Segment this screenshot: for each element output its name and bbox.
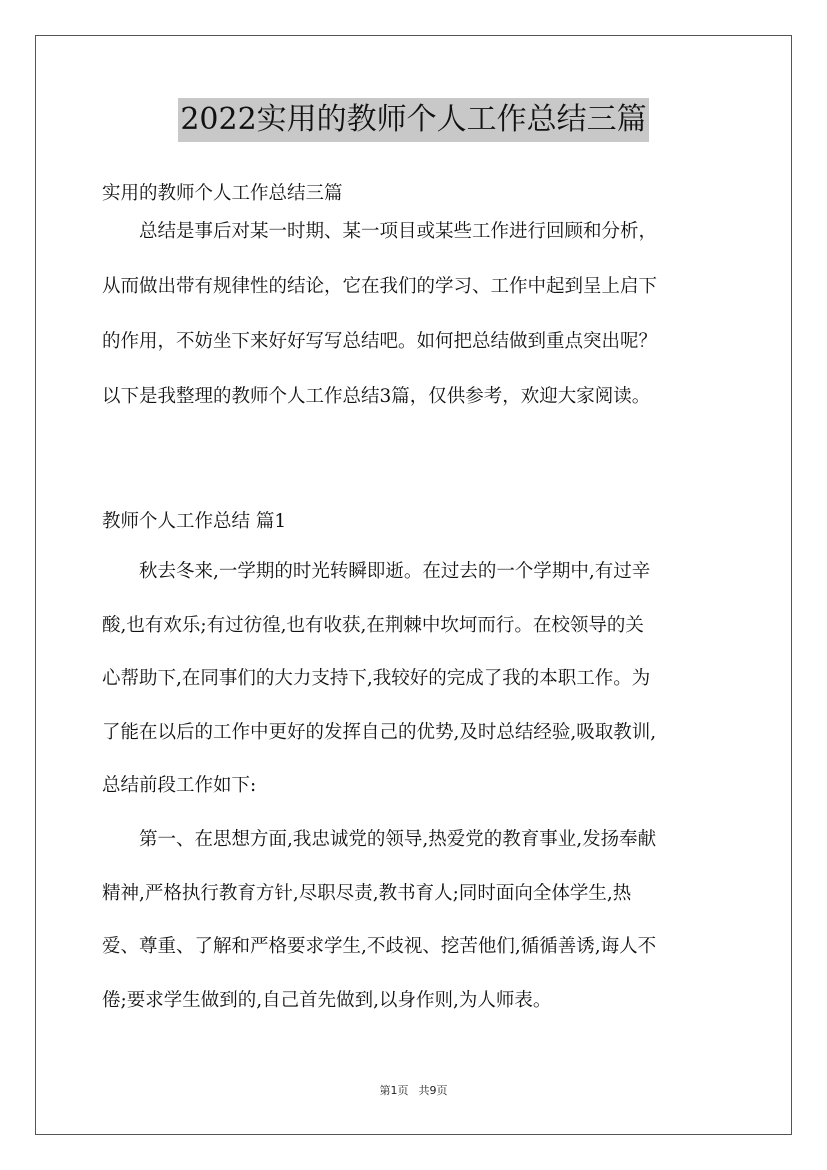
- intro-line: 总结是事后对某一时期、某一项目或某些工作进行回顾和分析，: [139, 221, 658, 242]
- paragraph-line: 第一、在思想方面,我忠诚党的领导,热爱党的教育事业,发扬奉献: [139, 829, 657, 850]
- paragraph-line: 秋去冬来,一学期的时光转瞬即逝。在过去的一个学期中,有过辛: [139, 561, 651, 582]
- page-number: 第1页: [379, 1084, 409, 1097]
- document-title: 2022实用的教师个人工作总结三篇: [178, 98, 648, 142]
- intro-line: 从而做出带有规律性的结论，它在我们的学习、工作中起到呈上启下: [102, 276, 658, 297]
- title-container: [0, 98, 827, 142]
- paragraph-line: 心帮助下,在同事们的大力支持下,我较好的完成了我的本职工作。为: [102, 668, 651, 689]
- document-subtitle: 实用的教师个人工作总结三篇: [102, 183, 343, 204]
- intro-line: 的作用，不妨坐下来好好写写总结吧。如何把总结做到重点突出呢？: [102, 331, 658, 352]
- intro-paragraph: [102, 204, 742, 424]
- paragraph-line: 爱、尊重、了解和严格要求学生,不歧视、挖苦他们,循循善诱,诲人不: [102, 936, 657, 957]
- paragraph-line: 总结前段工作如下:: [102, 775, 257, 796]
- page-footer: [0, 1083, 827, 1099]
- section-heading: 教师个人工作总结 篇1: [102, 511, 287, 532]
- paragraph-line: 了能在以后的工作中更好的发挥自己的优势,及时总结经验,吸取教训,: [102, 721, 657, 743]
- paragraph-line: 精神,严格执行教育方针,尽职尽责,教书育人;同时面向全体学生,热: [102, 882, 632, 904]
- intro-line: 以下是我整理的教师个人工作总结3篇，仅供参考，欢迎大家阅读。: [102, 386, 651, 407]
- paragraph-1: [102, 545, 742, 813]
- page-total: 共9页: [418, 1084, 448, 1097]
- paragraph-line: 倦;要求学生做到的,自己首先做到,以身作则,为人师表。: [102, 989, 552, 1011]
- paragraph-2: [102, 813, 742, 1027]
- paragraph-line: 酸,也有欢乐;有过彷徨,也有收获,在荆棘中坎坷而行。在校领导的关: [102, 614, 644, 636]
